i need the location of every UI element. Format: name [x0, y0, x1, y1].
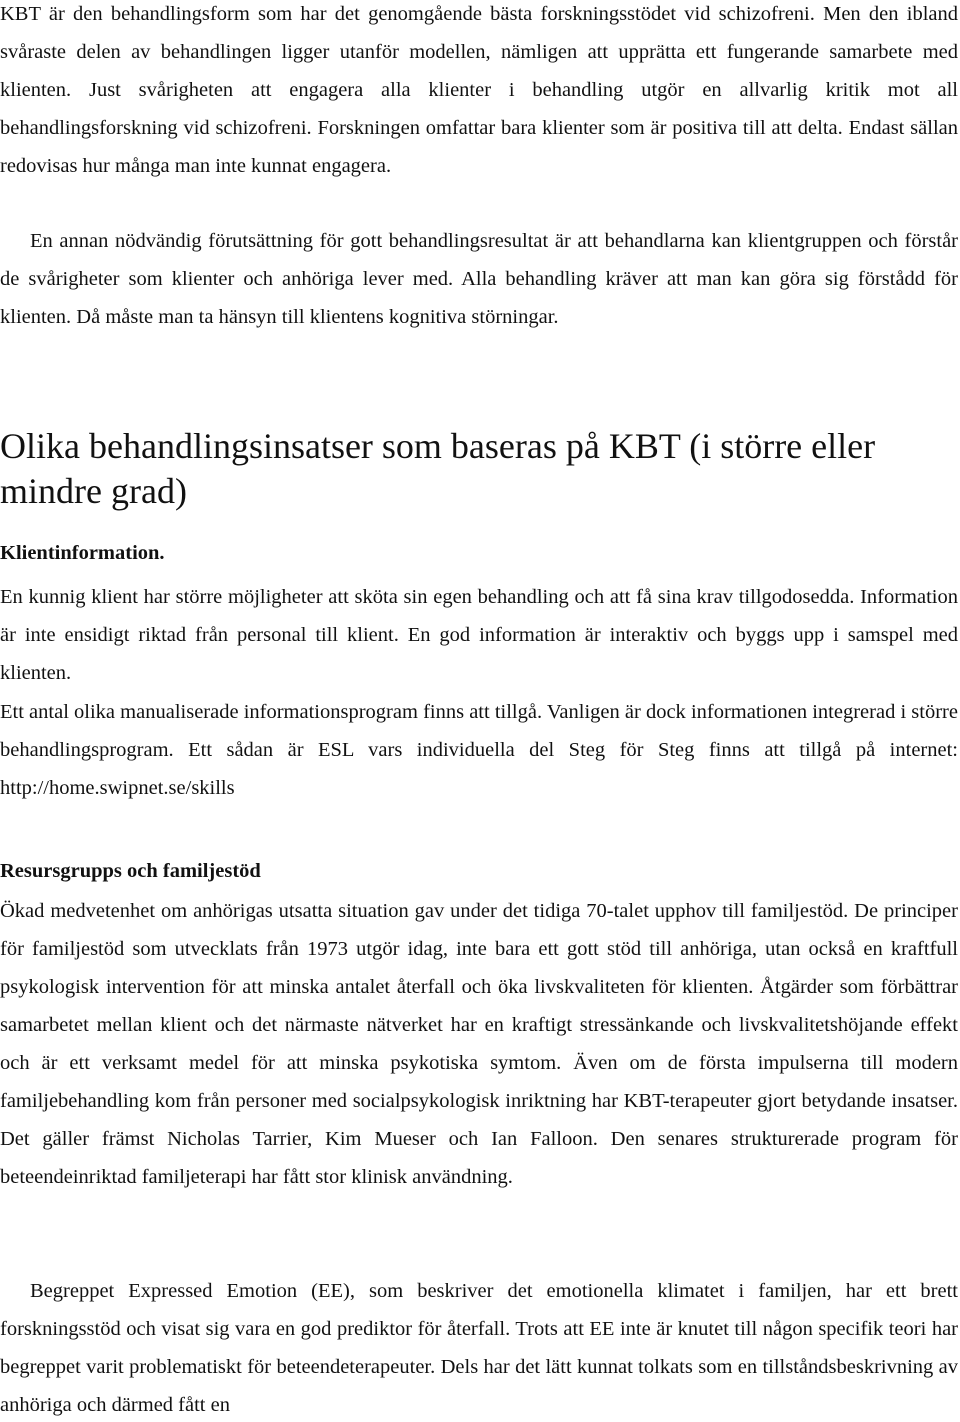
section-heading: Olika behandlingsinsatser som baseras på KBT (i större eller mindre grad)	[0, 426, 876, 511]
body-paragraph: Begreppet Expressed Emotion (EE), som beskriver det emotionella klimatet i familjen, har ett brett forskningsstöd och visat sig vara en god prediktor för återfall. Trots att EE inte är knutet till någon specifik teori har begreppet varit problematiskt för beteendeterapeuter. Dels har det lätt kunnat tolkats som en tillståndsbeskrivning av anhöriga och därmed fått en	[0, 1280, 958, 1416]
body-paragraph: En kunnig klient har större möjligheter att sköta sin egen behandling och att få sina krav tillgodosedda. Information är inte ensidigt riktad från personal till klient. En god information är interaktiv och byggs upp i samspel med klienten.	[0, 586, 958, 684]
subheading-resursgrupps: Resursgrupps och familjestöd	[0, 860, 261, 882]
subheading-klientinformation: Klientinformation.	[0, 542, 165, 564]
body-paragraph: KBT är den behandlingsform som har det genomgående bästa forskningsstödet vid schizofreni. Men den ibland svåraste delen av behandlingen ligger utanför modellen, nämligen att upprätta ett fungerande samarbete med klienten. Just svårigheten att engagera alla klienter i behandling utgör en allvarlig kritik mot all behandlingsforskning vid schizofreni. Forskningen omfattar bara klienter som är positiva till att delta. Endast sällan redovisas hur många man inte kunnat engagera.	[0, 3, 958, 177]
body-paragraph: Ökad medvetenhet om anhörigas utsatta situation gav under det tidiga 70-talet upphov till familjestöd. De principer för familjestöd som utvecklats från 1973 utgör idag, inte bara ett gott stöd till anhöriga, utan också en kraftfull psykologisk intervention för att minska antalet återfall och öka livskvaliteten för klienten. Åtgärder som förbättrar samarbetet mellan klient och det närmaste nätverket har en kraftigt stressänkande och livskvalitetshöjande effekt och är ett verksamt medel för att minska psykotiska symtom. Även om de första impulserna till modern familjebehandling kom från personer med socialpsykologisk inriktning har KBT-terapeuter gjort betydande insatser. Det gäller främst Nicholas Tarrier, Kim Mueser och Ian Falloon. Den senares strukturerade program för beteendeinriktad familjeterapi har fått stor klinisk användning.	[0, 900, 958, 1188]
body-paragraph: En annan nödvändig förutsättning för gott behandlingsresultat är att behandlarna kan klientgruppen och förstår de svårigheter som klienter och anhöriga lever med. Alla behandling kräver att man kan göra sig förstådd för klienten. Då måste man ta hänsyn till klientens kognitiva störningar.	[0, 230, 958, 328]
body-paragraph: Ett antal olika manualiserade informationsprogram finns att tillgå. Vanligen är dock informationen integrerad i större behandlingsprogram. Ett sådan är ESL vars individuella del Steg för Steg finns att tillgå på internet: http://home.swipnet.se/skills	[0, 701, 958, 799]
